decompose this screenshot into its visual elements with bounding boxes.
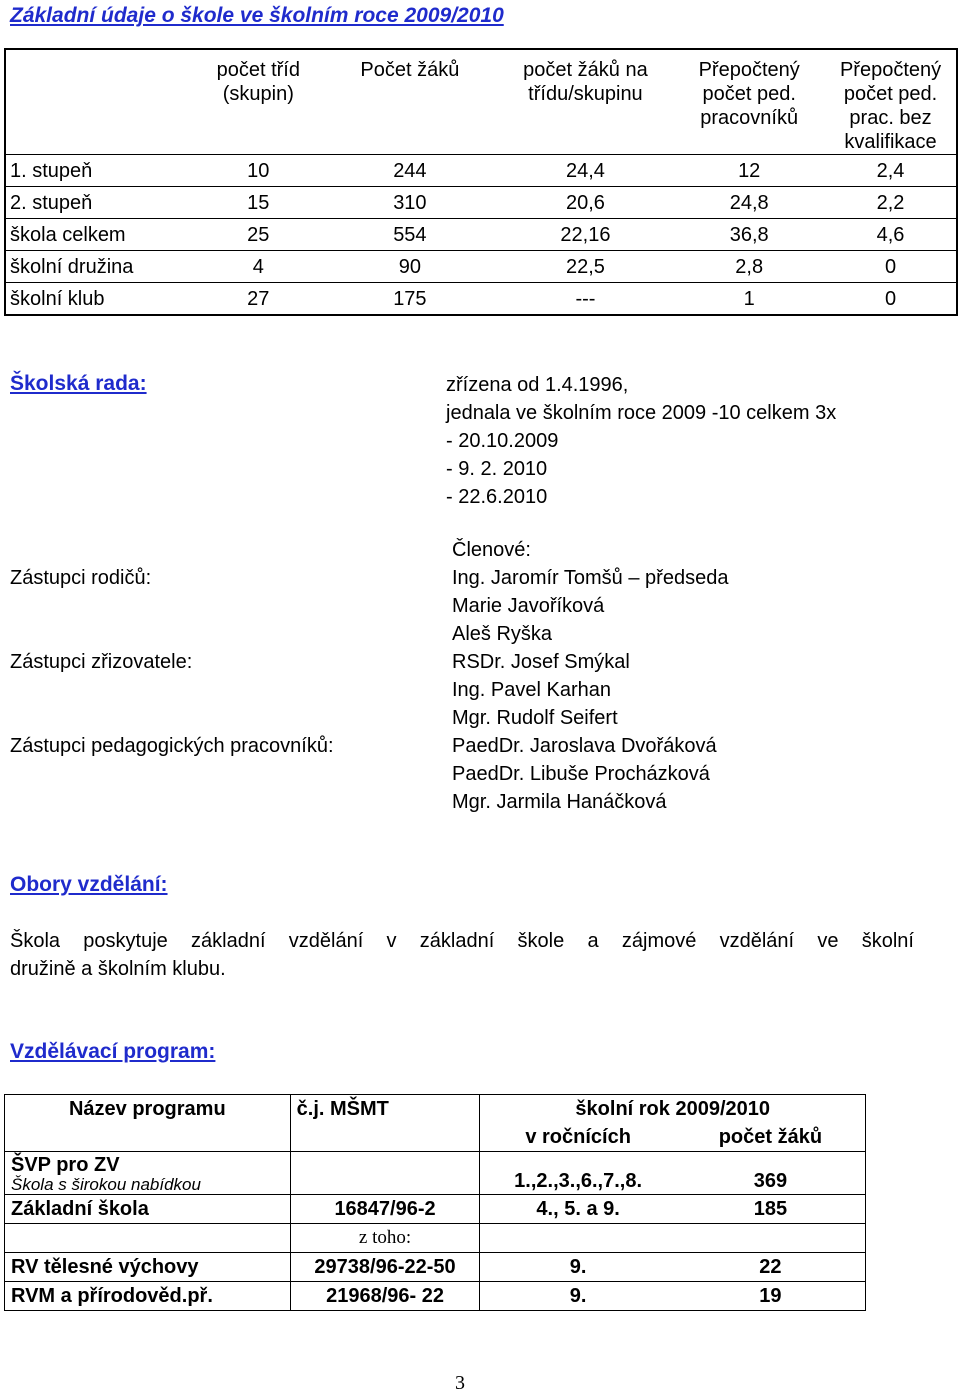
table-cell: 25 [247, 223, 270, 246]
cell [676, 1224, 866, 1253]
obory-line: družině a školním klubu. [10, 958, 226, 980]
table-row [5, 219, 957, 251]
program-heading: Vzdělávací program: [10, 1040, 216, 1063]
table-cell: 20,6 [565, 191, 605, 214]
obory-heading: Obory vzdělání: [10, 873, 168, 896]
th-year: školní rok 2009/2010 [480, 1095, 866, 1124]
cell: 1.,2.,3.,6.,7.,8. [480, 1152, 676, 1195]
page-title: Základní údaje o škole ve školním roce 2009/2010 [10, 4, 504, 27]
skolska-rada-heading: Školská rada: [10, 372, 147, 395]
table-row [5, 155, 957, 187]
info-line: jednala ve školním roce 2009 -10 celkem 3x [446, 402, 837, 424]
member: Ing. Pavel Karhan [452, 679, 611, 701]
table-cell: 24,8 [729, 191, 769, 214]
page-number: 3 [455, 1372, 465, 1394]
table-row [5, 1195, 866, 1224]
svp-name: ŠVP pro ZV [11, 1154, 120, 1176]
ztoho-label: z toho: [290, 1224, 480, 1253]
table-cell: 22,16 [560, 223, 611, 246]
cell: 29738/96-22-50 [290, 1253, 480, 1282]
table-cell: 310 [393, 191, 427, 214]
table-row [5, 1152, 866, 1195]
member: PaedDr. Libuše Procházková [452, 763, 710, 785]
table-cell: 244 [393, 159, 427, 182]
table-cell: 2,4 [876, 159, 905, 182]
obory-line: Škola poskytuje základní vzdělání v základní škole a zájmové vzdělání ve školní [10, 930, 914, 952]
table-cell: 12 [738, 159, 761, 182]
table-cell: --- [575, 287, 596, 310]
table-cell: 554 [393, 223, 427, 246]
header-cell: Přepočtený počet ped. pracovníků [698, 59, 800, 129]
th-cj: č.j. MŠMT [290, 1095, 480, 1124]
table-row [5, 1095, 866, 1124]
table-cell: 36,8 [729, 223, 769, 246]
obory-text [10, 927, 914, 983]
table-row [5, 187, 957, 219]
cell: 369 [676, 1152, 866, 1195]
table-row [5, 251, 957, 283]
group-label-zrizovatel: Zástupci zřizovatele: [10, 651, 193, 673]
table-cell: 175 [393, 287, 427, 310]
svp-sub: Škola s širokou nabídkou [11, 1175, 201, 1194]
group-label-rodice: Zástupci rodičů: [10, 567, 152, 589]
table-cell: 22,5 [565, 255, 605, 278]
table-row [5, 283, 957, 316]
school-stats-table [4, 48, 958, 316]
cell: 19 [676, 1282, 866, 1311]
table-row [5, 1123, 866, 1152]
cell: 9. [480, 1282, 676, 1311]
table-row [5, 1282, 866, 1311]
cell: 9. [480, 1253, 676, 1282]
member: Marie Javoříková [452, 595, 605, 617]
cell: 185 [676, 1195, 866, 1224]
member: RSDr. Josef Smýkal [452, 651, 630, 673]
table-cell: 90 [398, 255, 421, 278]
cell [290, 1123, 480, 1152]
cell [5, 1224, 291, 1253]
cell [480, 1224, 676, 1253]
cell [290, 1152, 480, 1195]
member: Mgr. Rudolf Seifert [452, 707, 618, 729]
info-line: zřízena od 1.4.1996, [446, 374, 629, 396]
cell: 21968/96- 22 [290, 1282, 480, 1311]
th-name: Název programu [5, 1095, 291, 1124]
table-cell: 15 [247, 191, 270, 214]
table-cell: 2,2 [876, 191, 905, 214]
header-cell: počet žáků na třídu/skupinu [523, 59, 648, 105]
table-cell: 10 [247, 159, 270, 182]
member: Mgr. Jarmila Hanáčková [452, 791, 667, 813]
table-row [5, 1224, 866, 1253]
table-cell: 4,6 [876, 223, 905, 246]
members-list [452, 564, 728, 816]
cell: 22 [676, 1253, 866, 1282]
table-cell: 1 [743, 287, 755, 310]
table-cell: 0 [884, 287, 897, 310]
cell: Základní škola [5, 1195, 291, 1224]
header-cell [5, 49, 194, 155]
table-cell: 24,4 [565, 159, 605, 182]
info-line: - 9. 2. 2010 [446, 458, 548, 480]
skolska-rada-info [446, 371, 836, 511]
table-cell: 2,8 [735, 255, 764, 278]
cell: RVM a přírodověd.př. [5, 1282, 291, 1311]
table-header-row [5, 49, 957, 155]
header-cell: Přepočtený počet ped. prac. bez kvalifikace [839, 59, 942, 153]
info-line: - 22.6.2010 [446, 486, 548, 508]
header-cell: Počet žáků [360, 59, 460, 81]
row-label: 2. stupeň [10, 191, 93, 214]
clenove-label: Členové: [452, 539, 531, 561]
table-cell: 27 [247, 287, 270, 310]
row-label: školní klub [10, 287, 105, 310]
program-table [4, 1094, 866, 1311]
member: Ing. Jaromír Tomšů – předseda [452, 567, 729, 589]
cell: 16847/96-2 [290, 1195, 480, 1224]
table-cell: 4 [252, 255, 264, 278]
th-zaci: počet žáků [676, 1123, 866, 1152]
header-cell: počet tříd (skupin) [216, 59, 300, 105]
member: PaedDr. Jaroslava Dvořáková [452, 735, 717, 757]
info-line: - 20.10.2009 [446, 430, 559, 452]
member: Aleš Ryška [452, 623, 553, 645]
row-label: škola celkem [10, 223, 126, 246]
cell: 4., 5. a 9. [480, 1195, 676, 1224]
cell [5, 1123, 291, 1152]
group-label-pedagogove: Zástupci pedagogických pracovníků: [10, 735, 334, 757]
table-row [5, 1253, 866, 1282]
th-rocniky: v ročnících [480, 1123, 676, 1152]
cell: RV tělesné výchovy [5, 1253, 291, 1282]
table-cell: 0 [884, 255, 897, 278]
row-label: školní družina [10, 255, 134, 278]
row-label: 1. stupeň [10, 159, 93, 182]
program-name [5, 1152, 291, 1195]
